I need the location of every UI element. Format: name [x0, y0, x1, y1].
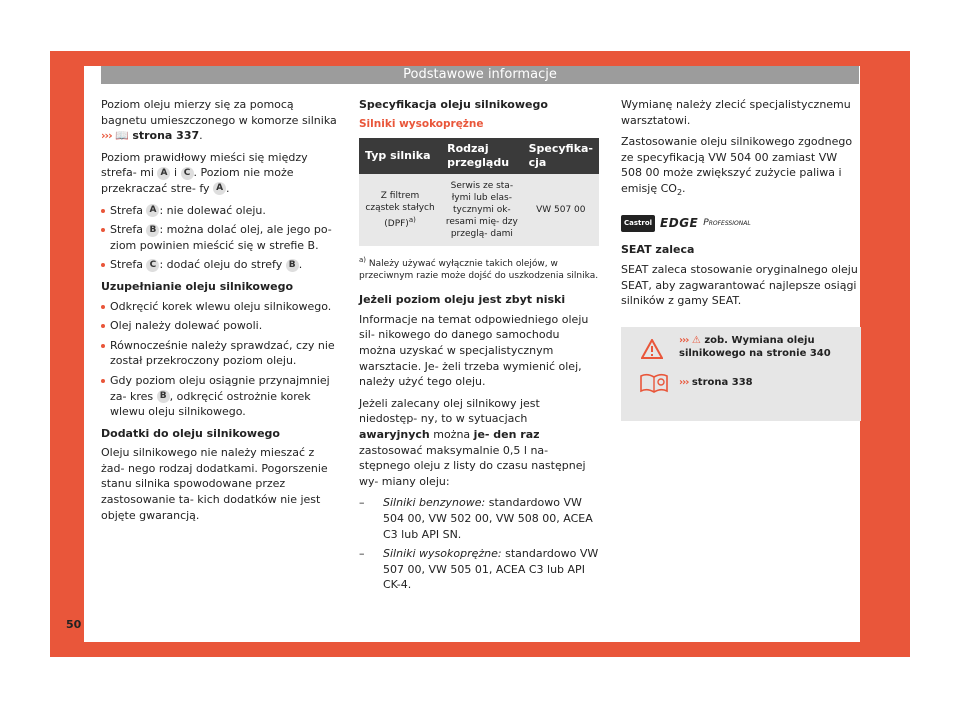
- note-page-ref[interactable]: [679, 375, 753, 391]
- table-cell: Serwis ze sta- łymi lub elas- tycznymi ok- resami mię- dzy przeglą- dami: [441, 174, 522, 246]
- dipstick-text: Poziom oleju mierzy się za pomocą bagnetu umieszczonego w komorze silnika: [101, 98, 337, 127]
- warning-icon: [641, 339, 663, 364]
- zone-b-marker: B: [286, 259, 299, 272]
- dash-label: Silniki benzynowe:: [383, 496, 486, 510]
- note-box: [621, 327, 861, 421]
- refill-text: Gdy poziom oleju osiągnie przynajmniej za- kres: [110, 373, 330, 403]
- level-text-2: . Poziom nie może przekraczać stre- fy: [101, 166, 294, 195]
- emergency-part: Jeżeli zalecany olej silnikowy jest niedostęp- ny, to w sytuacjach: [359, 396, 540, 426]
- footnote: [359, 254, 599, 282]
- level-text-1: Poziom prawidłowy mieści się między strefa- mi: [101, 150, 308, 180]
- dash-text: standardowo VW 507 00, VW 505 01, ACEA C3 lub API CK-4.: [383, 547, 599, 592]
- column-3: [621, 97, 861, 421]
- table-header: Rodzaj przeglądu: [441, 138, 522, 174]
- paragraph-level: Poziom prawidłowy mieści się między strefa- mi A i C . Poziom nie może przekraczać stre- fy A .: [101, 150, 308, 195]
- dash-text: standardowo VW 504 00, VW 502 00, VW 508 00, ACEA C3 lub API SN.: [383, 496, 593, 541]
- low-level-text: Informacje na temat odpowiedniego oleju sil- nikowego do danego samochodu można uzyskać w specjalistycznym warsztacie. Je- żeli trzeba wymienić olej, należy użyć tego oleju.: [359, 312, 589, 389]
- additives-text: Oleju silnikowego nie należy mieszać z żad- nego rodzaj dodatkami. Pogorszenie stanu silnika spowodowane przez zastosowanie ta- kich dodatków nie jest objęte gwarancją.: [101, 446, 328, 522]
- bullet-zone-c: Strefa C : dodać oleju do strefy B .: [101, 257, 337, 273]
- refill-text: , odkręcić ostrożnie korek wlewu oleju silnikowego.: [110, 389, 311, 419]
- zone-b-marker: B: [146, 224, 159, 237]
- zone-a-marker: A: [146, 204, 159, 217]
- book-icon: [639, 371, 669, 398]
- footnote-ref: a): [408, 216, 416, 225]
- refill-step: [101, 373, 337, 420]
- refill-step: Odkręcić korek wlewu oleju silnikowego.: [101, 299, 337, 315]
- bullet-text: : można dolać olej, ale jego po- ziom powinien mieścić się w strefie B.: [110, 223, 332, 252]
- castrol-logo: Castrol: [621, 215, 655, 233]
- consumption-part: Zastosowanie oleju silnikowego zgodnego ze specyfikacją VW 504 00 zamiast VW 508 00 może zwiększyć zużycie paliwa i emisję CO: [621, 135, 853, 195]
- recommend-text: SEAT zaleca stosowanie oryginalnego oleju SEAT, aby zagwarantować najlepsze osiągi silników z gamy SEAT.: [621, 262, 858, 308]
- refill-step: Olej należy dolewać powoli.: [101, 318, 337, 334]
- refill-step: Równocześnie należy sprawdzać, czy nie został przekroczony poziom oleju.: [101, 338, 337, 369]
- note-text: strona 338: [691, 376, 753, 388]
- book-icon: 📖: [115, 129, 129, 143]
- table-cell: [359, 174, 441, 246]
- column-2: [359, 97, 599, 597]
- page-number: 50: [66, 618, 82, 631]
- dash-item-diesel: [359, 546, 599, 593]
- note-text: zob. Wymiana oleju silnikowego na stronie 340: [679, 334, 831, 359]
- bullet-text: : nie dolewać oleju.: [159, 203, 266, 217]
- paragraph-dipstick: Poziom oleju mierzy się za pomocą bagnetu umieszczonego w komorze silnika ››› 📖 strona 337.: [101, 98, 337, 143]
- page-ref-link[interactable]: strona 337: [132, 129, 200, 143]
- table-header: Specyfika- cja: [523, 138, 599, 174]
- cell-text: Z filtrem cząstek stałych (DPF): [365, 191, 435, 230]
- warning-small-icon: ⚠: [691, 334, 701, 346]
- heading-additives: Dodatki do oleju silnikowego: [101, 426, 280, 440]
- consumption-text: [621, 134, 861, 201]
- spec-table: [359, 138, 599, 246]
- bullet-zone-a: [101, 203, 337, 219]
- note-warning-ref[interactable]: [679, 334, 859, 360]
- professional-wordmark: Professional: [703, 217, 751, 228]
- table-header: Typ silnika: [359, 138, 441, 174]
- zone-c-marker: C: [146, 259, 159, 272]
- section-header: Podstawowe informacje: [101, 66, 859, 84]
- bullet-text: Strefa: [110, 203, 143, 217]
- footnote-mark: a): [359, 256, 367, 265]
- zone-c-marker: C: [181, 167, 194, 180]
- dash-item-petrol: [359, 495, 599, 542]
- workshop-text: Wymianę należy zlecić specjalistycznemu warsztatowi.: [621, 98, 851, 127]
- dash-label: Silniki wysokoprężne:: [383, 547, 502, 561]
- castrol-edge-logo: [621, 215, 861, 233]
- zone-a-marker: A: [157, 167, 170, 180]
- table-cell: VW 507 00: [523, 174, 599, 246]
- emergency-bold: je- den raz: [473, 427, 540, 441]
- emergency-bold: awaryjnych: [359, 427, 430, 441]
- bullet-text: Strefa: [110, 258, 143, 272]
- emergency-part: zastosować maksymalnie 0,5 l na- stępnego oleju z listy do czasu następnej wy- miany oleju:: [359, 443, 586, 488]
- zone-b-marker: B: [157, 390, 170, 403]
- footnote-text: Należy używać wyłącznie takich olejów, w przeciwnym razie może dojść do uszkodzenia silnika.: [359, 259, 599, 282]
- consumption-end: .: [682, 181, 686, 195]
- subtitle-diesel: Silniki wysokoprężne: [359, 117, 484, 130]
- chevron-icon: ›››: [101, 129, 112, 143]
- emergency-part: można: [433, 427, 471, 441]
- emergency-text: [359, 396, 599, 490]
- bullet-text: : dodać oleju do strefy: [159, 258, 283, 272]
- column-1: [101, 97, 337, 529]
- heading-low-level: Jeżeli poziom oleju jest zbyt niski: [359, 293, 566, 307]
- heading-refill: Uzupełnianie oleju silnikowego: [101, 279, 294, 293]
- chevron-icon: ›››: [679, 376, 689, 388]
- co2-subscript: 2: [676, 188, 683, 198]
- zone-a-marker: A: [213, 182, 226, 195]
- bullet-zone-b: [101, 222, 337, 253]
- level-and: i: [173, 166, 178, 180]
- edge-wordmark: EDGE: [660, 215, 699, 230]
- chevron-icon: ›››: [679, 334, 689, 346]
- heading-recommend: SEAT zaleca: [621, 243, 695, 257]
- bullet-text: Strefa: [110, 223, 143, 237]
- heading-spec: Specyfikacja oleju silnikowego: [359, 98, 548, 111]
